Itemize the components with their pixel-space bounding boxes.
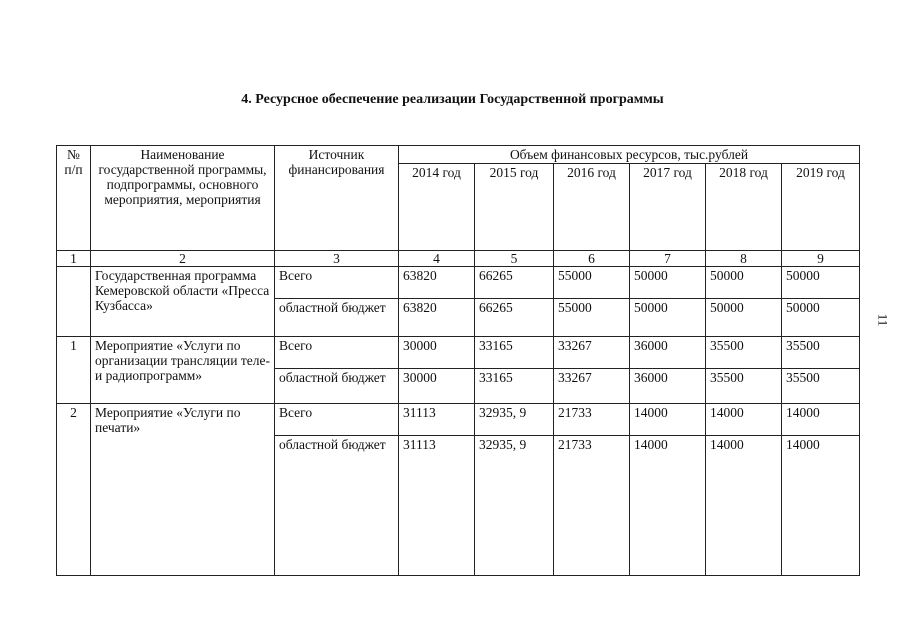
row-source: областной бюджет	[275, 436, 399, 576]
row-value: 14000	[782, 436, 860, 576]
header-volume: Объем финансовых ресурсов, тыс.рублей	[399, 146, 860, 164]
row-num: 2	[57, 404, 91, 576]
page-title: 4. Ресурсное обеспечение реализации Государственной программы	[241, 92, 664, 107]
row-name: Мероприятие «Услуги по печати»	[91, 404, 275, 576]
row-value: 66265	[475, 267, 554, 299]
row-value: 50000	[630, 267, 706, 299]
row-value: 30000	[399, 369, 475, 404]
column-number: 8	[706, 251, 782, 267]
header-year: 2015 год	[475, 164, 554, 251]
row-value: 50000	[782, 299, 860, 337]
row-value: 35500	[782, 369, 860, 404]
column-number: 6	[554, 251, 630, 267]
column-number: 9	[782, 251, 860, 267]
row-value: 32935, 9	[475, 436, 554, 576]
column-number: 1	[57, 251, 91, 267]
row-source: Всего	[275, 337, 399, 369]
row-value: 21733	[554, 404, 630, 436]
row-value: 55000	[554, 267, 630, 299]
row-source: областной бюджет	[275, 299, 399, 337]
header-year: 2016 год	[554, 164, 630, 251]
row-value: 33267	[554, 369, 630, 404]
table-row	[57, 404, 860, 436]
row-value: 63820	[399, 299, 475, 337]
table-row	[57, 337, 860, 369]
column-number: 7	[630, 251, 706, 267]
row-value: 35500	[706, 369, 782, 404]
row-value: 14000	[706, 404, 782, 436]
header-name: Наименование государственной программы, подпрограммы, основного мероприятия, мероприятия	[91, 146, 275, 251]
header-year: 2014 год	[399, 164, 475, 251]
column-number: 3	[275, 251, 399, 267]
page-number: 11	[875, 313, 891, 327]
row-name: Государственная программа Кемеровской области «Пресса Кузбасса»	[91, 267, 275, 337]
row-value: 50000	[630, 299, 706, 337]
row-value: 30000	[399, 337, 475, 369]
row-value: 14000	[706, 436, 782, 576]
row-value: 14000	[630, 436, 706, 576]
row-value: 50000	[706, 299, 782, 337]
row-value: 14000	[782, 404, 860, 436]
row-value: 33165	[475, 369, 554, 404]
row-value: 33267	[554, 337, 630, 369]
row-value: 33165	[475, 337, 554, 369]
row-source: Всего	[275, 404, 399, 436]
row-value: 31113	[399, 436, 475, 576]
row-num	[57, 267, 91, 337]
row-num: 1	[57, 337, 91, 404]
row-value: 50000	[782, 267, 860, 299]
row-value: 50000	[706, 267, 782, 299]
header-year: 2017 год	[630, 164, 706, 251]
header-num: № п/п	[57, 146, 91, 251]
row-value: 36000	[630, 369, 706, 404]
row-value: 31113	[399, 404, 475, 436]
resource-table	[56, 145, 860, 576]
row-name: Мероприятие «Услуги по организации трансляции теле- и радиопрограмм»	[91, 337, 275, 404]
header-year: 2018 год	[706, 164, 782, 251]
column-number: 4	[399, 251, 475, 267]
column-number: 2	[91, 251, 275, 267]
row-value: 63820	[399, 267, 475, 299]
row-value: 55000	[554, 299, 630, 337]
row-value: 35500	[782, 337, 860, 369]
row-value: 14000	[630, 404, 706, 436]
header-year: 2019 год	[782, 164, 860, 251]
row-value: 21733	[554, 436, 630, 576]
row-source: областной бюджет	[275, 369, 399, 404]
column-number: 5	[475, 251, 554, 267]
row-value: 66265	[475, 299, 554, 337]
header-source: Источник финансирования	[275, 146, 399, 251]
row-value: 35500	[706, 337, 782, 369]
row-value: 32935, 9	[475, 404, 554, 436]
table-row	[57, 267, 860, 299]
row-source: Всего	[275, 267, 399, 299]
row-value: 36000	[630, 337, 706, 369]
